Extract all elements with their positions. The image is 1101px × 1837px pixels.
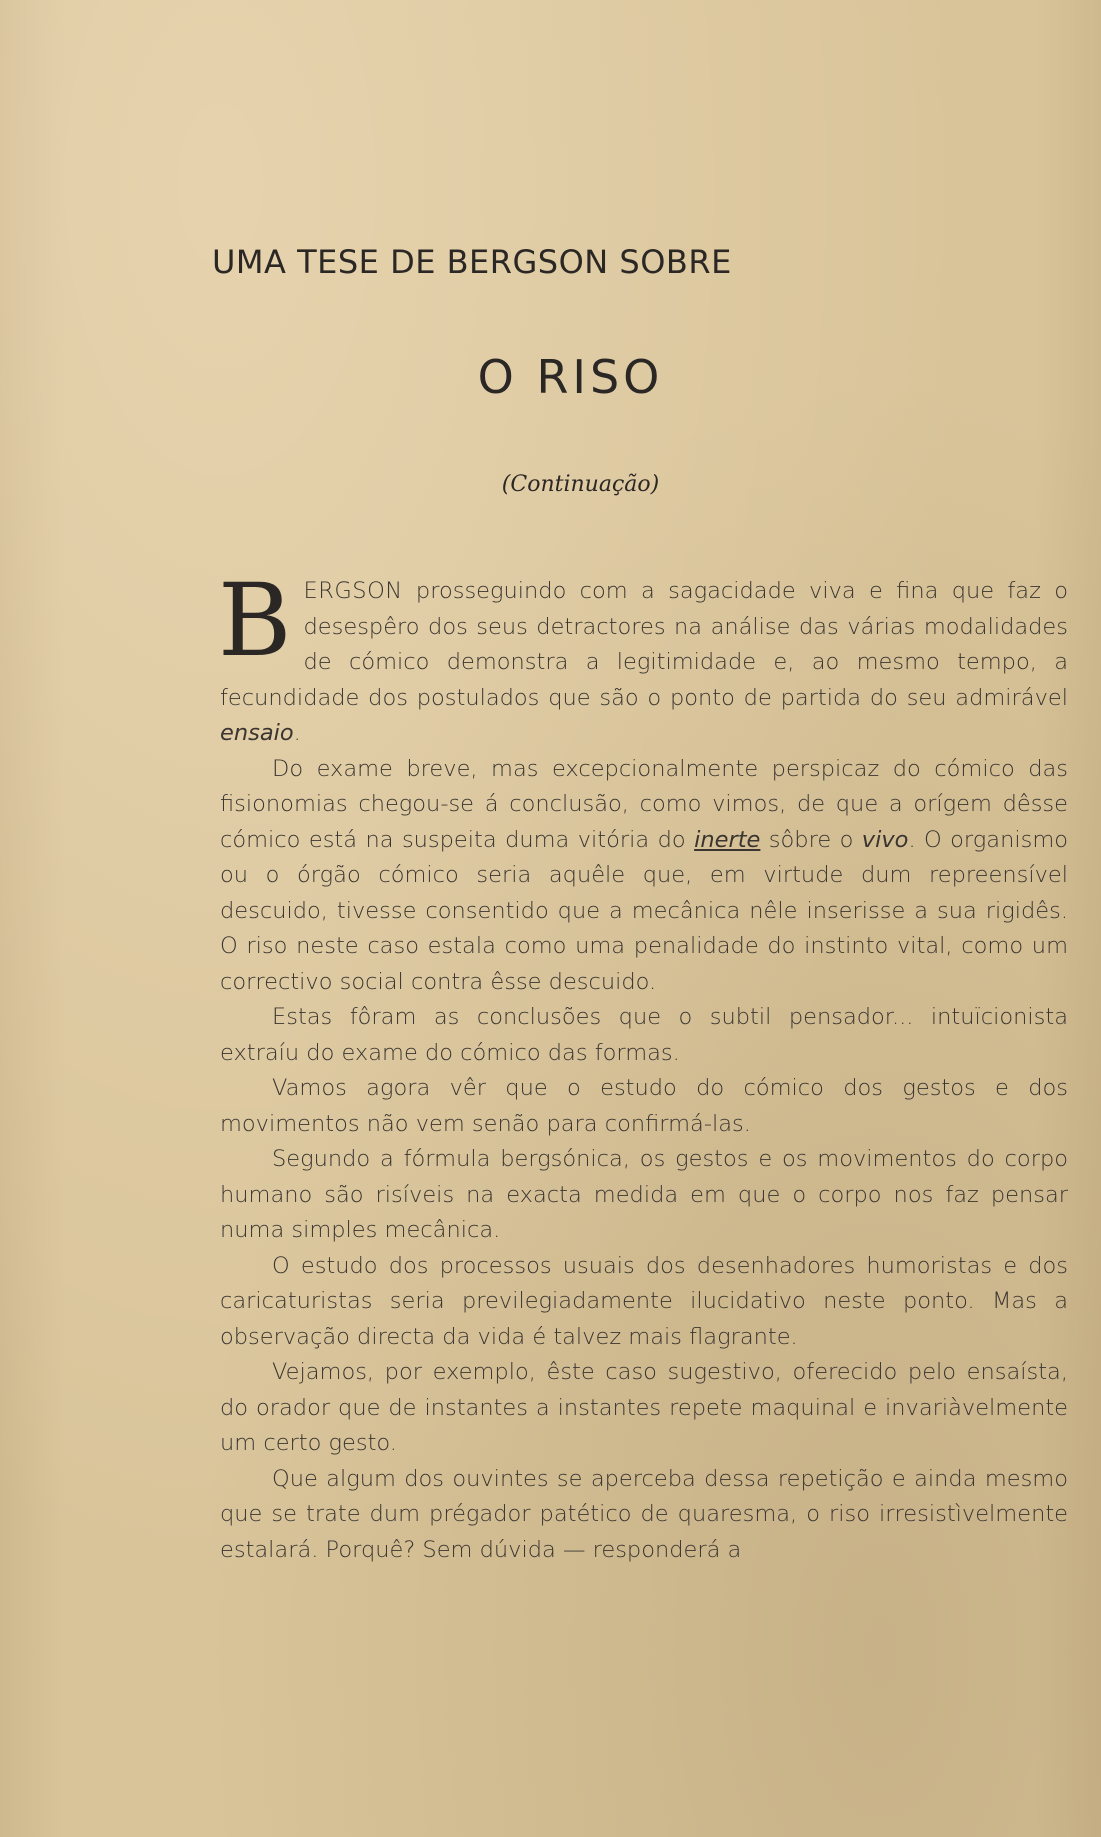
paragraph-4: Vamos agora vêr que o estudo do cómico dos gestos e dos movimentos não vem senão para confirmá-las.: [220, 1075, 1068, 1137]
italic-word-inerte: inerte: [694, 826, 761, 853]
drop-cap: B: [218, 562, 292, 679]
drop-cap-continuation: ERGSON: [303, 578, 403, 604]
italic-word-ensaio: ensaio: [220, 720, 294, 746]
paragraph-1: [218, 562, 1068, 752]
paragraph-5: Segundo a fórmula bergsónica, os gestos e os movimentos do corpo humano são risíveis na exacta medida em que o corpo nos faz pensar numa simples mecânica.: [220, 1146, 1068, 1243]
italic-word-vivo: vivo: [861, 826, 909, 853]
paragraph-8: Que algum dos ouvintes se aperceba dessa repetição e ainda mesmo que se trate dum prégador patético de quaresma, o riso irresistìvelmente estalará. Porquê? Sem dúvida — responderá a: [220, 1465, 1068, 1563]
article-subtitle: (Continuação): [501, 472, 660, 497]
article-kicker: UMA TESE DE BERGSON SOBRE: [212, 243, 732, 281]
paragraph-7: Vejamos, por exemplo, êste caso sugestivo, oferecido pelo ensaísta, do orador que de instantes a instantes repete maquinal e invariàvelmente um certo gesto.: [220, 1359, 1068, 1456]
paragraph-2-text-a: Do exame breve, mas excepcionalmente perspicaz do cómico das fisionomias chegou-se á conclusão, como vimos, de que a orígem dêsse cómico está na suspeita duma vitória do: [220, 755, 1068, 853]
paragraph-1-end: .: [293, 720, 301, 746]
paragraph-1-text: prosseguindo com a sagacidade viva e fina que faz o desespêro dos seus detractores na análise das várias modalidades de cómico demonstra a legitimidade e, ao mesmo tempo, a fecundidade dos postulados que são o ponto de partida do seu admirável: [220, 578, 1068, 711]
paragraph-6: O estudo dos processos usuais dos desenhadores humoristas e dos caricaturistas seria previlegiadamente ilucidativo neste ponto. Mas a observação directa da vida é talvez mais flagrante.: [220, 1252, 1068, 1350]
article-title: O RISO: [477, 350, 664, 404]
paragraph-2-text-b: sôbre o: [760, 826, 862, 853]
paragraph-3: Estas fôram as conclusões que o subtil pensador... intuïcionista extraíu do exame do cómico das formas.: [220, 1004, 1068, 1066]
paragraph-2-text-c: . O organismo ou o órgão cómico seria aquêle que, em virtude dum repreensível descuido, tivesse consentido que a mecânica nêle inserisse a sua rigidês. O riso neste caso estala como uma penalidade do instinto vital, como um correctivo social contra êsse descuido.: [220, 826, 1068, 995]
paragraph-2: [220, 752, 1068, 1001]
article-body: [218, 562, 1068, 1568]
